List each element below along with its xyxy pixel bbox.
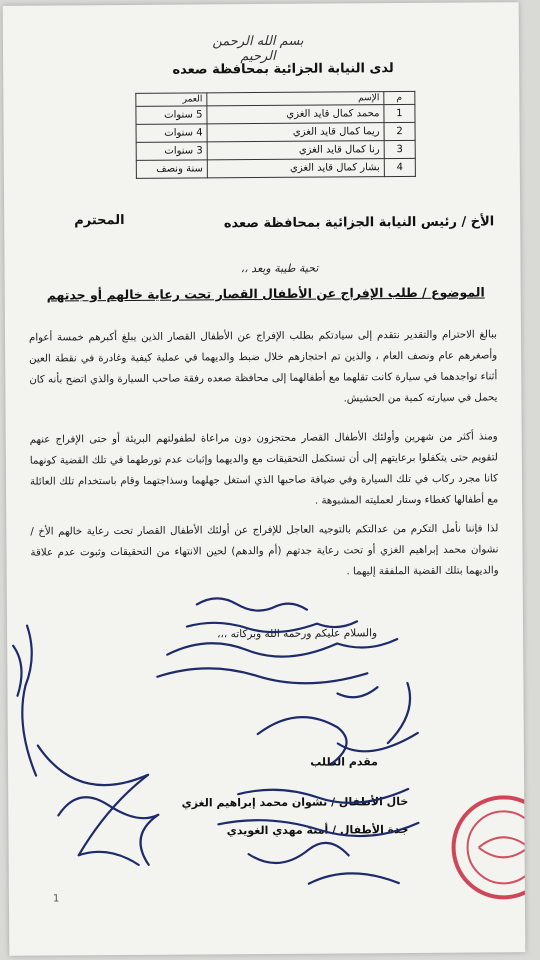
grandmother-signature-line: جدة الأطفال / أمنة مهدي الغويدي (226, 823, 409, 838)
basmala-header: بسم الله الرحمن الرحيم (212, 33, 304, 65)
row-name: محمد كمال قايد الغزي (207, 105, 384, 124)
uncle-signature-line: خال الأطفال / نشوان محمد إبراهيم الغزي (181, 795, 409, 810)
row-age: 4 سنوات (136, 124, 207, 142)
row-name: ريما كمال قايد الغزي (207, 123, 384, 142)
row-name: رنا كمال قايد الغزي (207, 141, 384, 160)
table-row (136, 140, 415, 160)
respect-label: المحترم (74, 212, 125, 229)
subject-line: الموضوع / طلب الإفراج عن الأطفال القصار تحت رعاية خالهم أو جدتهم (46, 284, 485, 303)
row-name: بشار كمال قايد الغزي (207, 159, 384, 178)
page-number: 1 (52, 893, 60, 905)
header-num: م (384, 91, 415, 104)
table-row (136, 122, 415, 142)
official-stamp-seal (448, 792, 525, 903)
header-name: الإسم (207, 92, 384, 106)
row-num: 3 (384, 140, 415, 158)
table-row (136, 104, 415, 124)
closing-salutation: والسلام عليكم ورحمة الله وبركاته ،،، (217, 627, 378, 641)
presenter-label: مقدم الطلب (310, 755, 379, 769)
table-row (136, 158, 415, 178)
document-page (3, 2, 526, 956)
body-paragraph-2: ومنذ أكثر من شهرين وأولئك الأطفال القصار محتجزون دون مراعاة لطفولتهم البريئة أو حتى الإفراج عنهم لتقويم حتى يتكفلوا برعايتهم إلى أن تستكمل التحقيقات مع والديهما وإثبات عدم تورطهما في تلك القضية كونهما كانا مجرد ركاب في تلك السيارة وفي ضيافة صاحبها الذي استغل جهلهما وسذاجتهما وقام باستخدام تلك العائلة مع أطفالها كغطاء وستار لعمليته المشبوهة . (29, 431, 499, 507)
row-num: 1 (384, 104, 415, 122)
addressee-line (74, 210, 495, 232)
body-paragraph-1: ببالغ الاحترام والتقدير نتقدم إلى سيادتكم بطلب الإفراج عن الأطفال القصار الذين يبلغ أكبرهم خمسة أعوام وأصغرهم عام ونصف العام ، والذين تم احتجازهم خلال ضبط والديهما في عملية كيفية وغادرة في نقطة العين أثناء تواجدهما في سيارة كانت تقلهما مع أطفالهما إلى محافظة صعده رفقة صاحب السيارة والذي اتضح بأنه كان يحمل في سيارته كمية من الحشيش. (28, 329, 498, 405)
row-age: سنة ونصف (136, 160, 207, 178)
children-table (135, 91, 416, 179)
handwritten-annotations-drawing (7, 562, 526, 956)
body-paragraph-3: لذا فإننا نأمل التكرم من عدالتكم بالتوجيه العاجل للإفراج عن أولئك الأطفال القصار تحت رعاية خالهم الأخ / نشوان محمد إبراهيم الغزي أو تحت رعاية جدتهم (أم والدهم) لحين الانتهاء من التحقيقات وثبوت عدم علاقة والديهما بتلك القضية الملفقة إليهما . (30, 523, 499, 578)
row-num: 2 (384, 122, 415, 140)
addressee-title: الأخ / رئيس النيابة الجزائية بمحافظة صعده (223, 214, 495, 232)
greeting-text: تحية طيبة وبعد ،، (240, 261, 319, 276)
header-age: العمر (136, 93, 207, 106)
recipient-authority: لدى النيابة الجزائية بمحافظة صعده (172, 61, 394, 78)
row-age: 5 سنوات (136, 106, 207, 124)
row-num: 4 (384, 158, 415, 176)
row-age: 3 سنوات (136, 142, 207, 160)
